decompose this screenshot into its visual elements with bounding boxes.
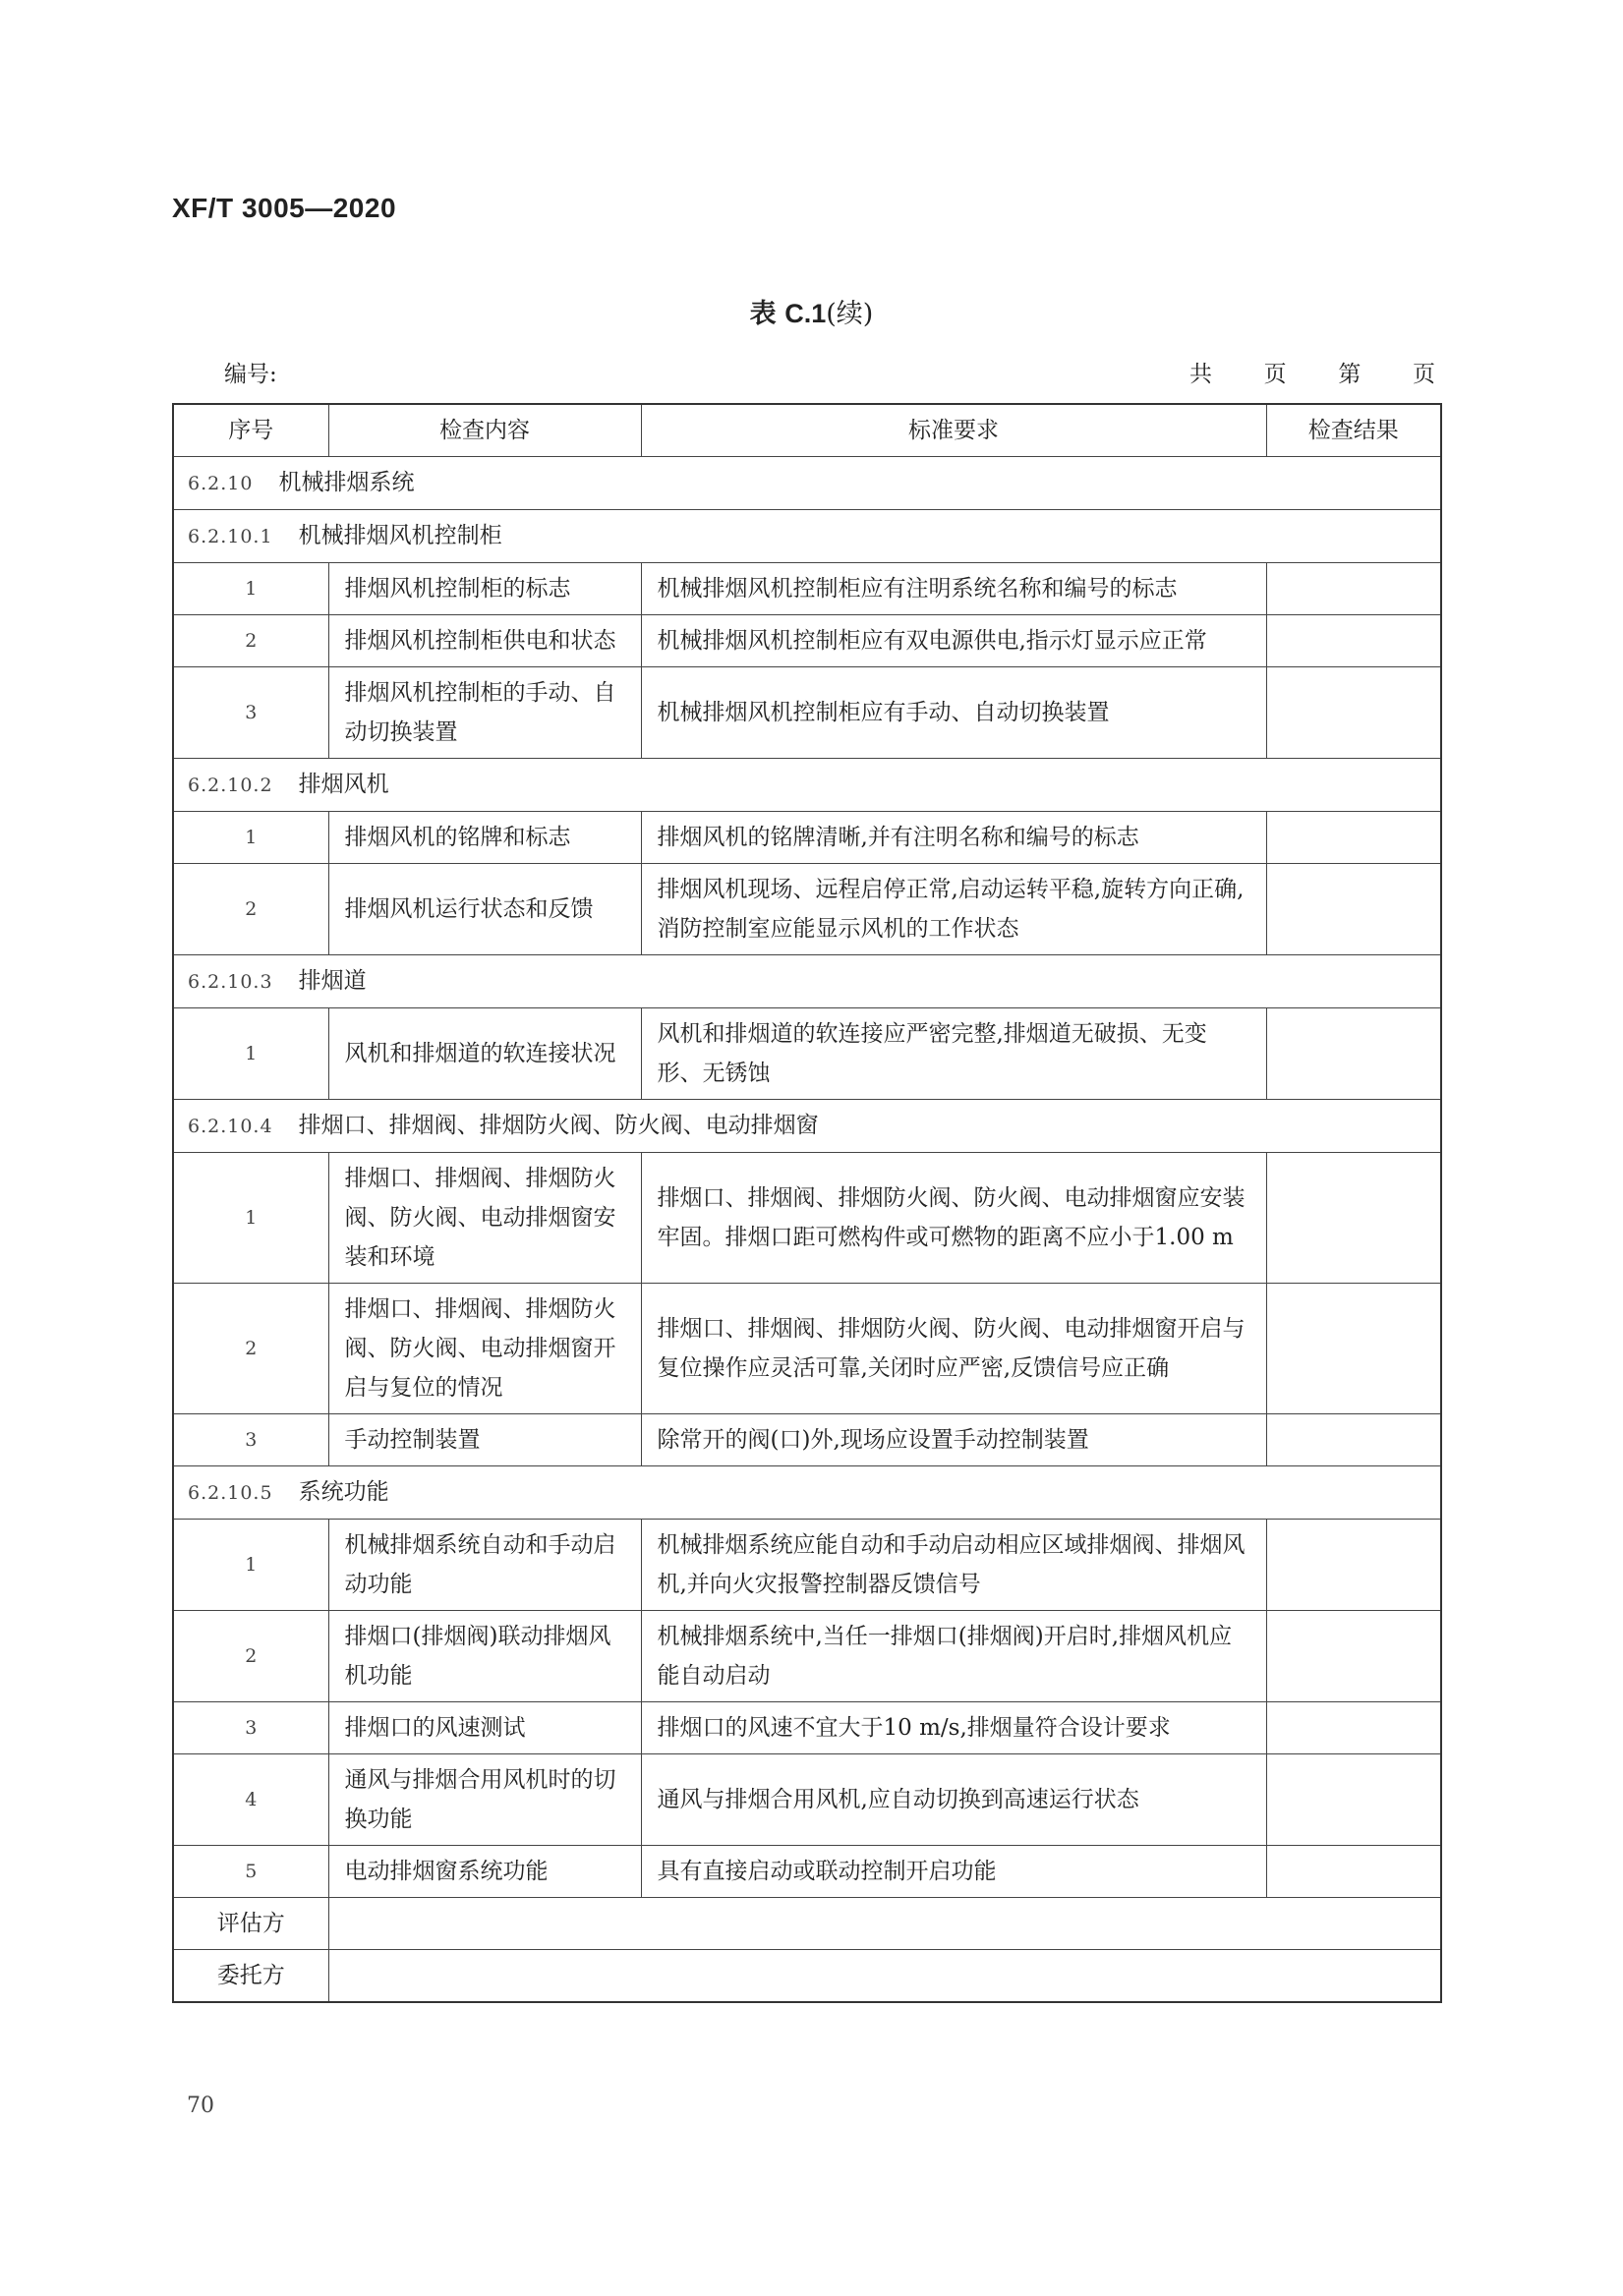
- result-cell[interactable]: [1266, 1702, 1441, 1754]
- check-item: 排烟口(排烟阀)联动排烟风机功能: [328, 1611, 641, 1702]
- result-cell[interactable]: [1266, 563, 1441, 615]
- requirement: 具有直接启动或联动控制开启功能: [641, 1846, 1266, 1898]
- result-cell[interactable]: [1266, 1520, 1441, 1611]
- table-row: [173, 1611, 1441, 1702]
- requirement: 排烟口、排烟阀、排烟防火阀、防火阀、电动排烟窗开启与复位操作应灵活可靠,关闭时应严密,反馈信号应正确: [641, 1284, 1266, 1414]
- assessor-signature-cell[interactable]: [328, 1898, 1441, 1950]
- serial-number-label: 编号:: [224, 362, 277, 387]
- row-number: 1: [173, 1520, 328, 1611]
- client-label: 委托方: [173, 1950, 328, 2003]
- requirement: 机械排烟系统中,当任一排烟口(排烟阀)开启时,排烟风机应能自动启动: [641, 1611, 1266, 1702]
- col-header-no: 序号: [173, 404, 328, 457]
- check-item: 排烟口、排烟阀、排烟防火阀、防火阀、电动排烟窗安装和环境: [328, 1153, 641, 1284]
- page-number: 70: [187, 2094, 214, 2118]
- row-number: 3: [173, 667, 328, 759]
- requirement: 排烟口的风速不宜大于10 m/s,排烟量符合设计要求: [641, 1702, 1266, 1754]
- header-row: [173, 404, 1441, 457]
- page-counter: [1189, 356, 1435, 388]
- section-title: 排烟道: [298, 968, 367, 994]
- check-item: 排烟风机控制柜的标志: [328, 563, 641, 615]
- section-title: 机械排烟风机控制柜: [298, 523, 502, 548]
- assessor-label: 评估方: [173, 1898, 328, 1950]
- section-title: 排烟风机: [298, 772, 389, 797]
- section-row: [173, 759, 1441, 812]
- row-number: 1: [173, 1153, 328, 1284]
- section-row: [173, 955, 1441, 1008]
- check-item: 电动排烟窗系统功能: [328, 1846, 641, 1898]
- section-code: 6.2.10.3: [188, 971, 273, 993]
- requirement: 排烟口、排烟阀、排烟防火阀、防火阀、电动排烟窗应安装牢固。排烟口距可燃构件或可燃物的距离不应小于1.00 m: [641, 1153, 1266, 1284]
- section-row: [173, 1100, 1441, 1153]
- requirement: 机械排烟风机控制柜应有双电源供电,指示灯显示应正常: [641, 615, 1266, 667]
- requirement: 排烟风机现场、远程启停正常,启动运转平稳,旋转方向正确,消防控制室应能显示风机的工作状态: [641, 864, 1266, 955]
- table-title-suffix: (续): [826, 299, 874, 329]
- row-number: 1: [173, 1008, 328, 1100]
- requirement: 通风与排烟合用风机,应自动切换到高速运行状态: [641, 1754, 1266, 1846]
- requirement: 除常开的阀(口)外,现场应设置手动控制装置: [641, 1414, 1266, 1466]
- requirement: 机械排烟系统应能自动和手动启动相应区域排烟阀、排烟风机,并向火灾报警控制器反馈信号: [641, 1520, 1266, 1611]
- check-item: 排烟口、排烟阀、排烟防火阀、防火阀、电动排烟窗开启与复位的情况: [328, 1284, 641, 1414]
- current-label: 第: [1338, 362, 1362, 387]
- result-cell[interactable]: [1266, 1008, 1441, 1100]
- result-cell[interactable]: [1266, 1284, 1441, 1414]
- section-code: 6.2.10.5: [188, 1482, 273, 1504]
- check-item: 排烟风机运行状态和反馈: [328, 864, 641, 955]
- section-row: [173, 457, 1441, 510]
- requirement: 风机和排烟道的软连接应严密完整,排烟道无破损、无变形、无锈蚀: [641, 1008, 1266, 1100]
- table-row: [173, 1153, 1441, 1284]
- table-row: [173, 1702, 1441, 1754]
- table-row: [173, 1754, 1441, 1846]
- row-number: 2: [173, 1284, 328, 1414]
- check-item: 排烟风机控制柜的手动、自动切换装置: [328, 667, 641, 759]
- col-header-requirement: 标准要求: [641, 404, 1266, 457]
- requirement: 机械排烟风机控制柜应有手动、自动切换装置: [641, 667, 1266, 759]
- client-signature-cell[interactable]: [328, 1950, 1441, 2003]
- row-number: 3: [173, 1702, 328, 1754]
- row-number: 2: [173, 615, 328, 667]
- col-header-result: 检查结果: [1266, 404, 1441, 457]
- standard-code: XF/T 3005—2020: [172, 193, 397, 223]
- table-title-name: C.1: [784, 299, 827, 328]
- section-code: 6.2.10.1: [188, 526, 273, 547]
- requirement: 排烟风机的铭牌清晰,并有注明名称和编号的标志: [641, 812, 1266, 864]
- assessor-row: [173, 1898, 1441, 1950]
- result-cell[interactable]: [1266, 1611, 1441, 1702]
- result-cell[interactable]: [1266, 864, 1441, 955]
- col-header-item: 检查内容: [328, 404, 641, 457]
- section-title: 系统功能: [298, 1479, 389, 1505]
- result-cell[interactable]: [1266, 1754, 1441, 1846]
- table-row: [173, 1008, 1441, 1100]
- table-title-prefix: 表: [749, 299, 777, 328]
- page-label-2: 页: [1412, 362, 1435, 387]
- table-row: [173, 1284, 1441, 1414]
- check-item: 通风与排烟合用风机时的切换功能: [328, 1754, 641, 1846]
- row-number: 1: [173, 812, 328, 864]
- row-number: 3: [173, 1414, 328, 1466]
- total-label: 共: [1189, 362, 1212, 387]
- section-title: 机械排烟系统: [278, 470, 415, 495]
- section-code: 6.2.10: [188, 473, 254, 494]
- table-row: [173, 1520, 1441, 1611]
- check-item: 排烟风机控制柜供电和状态: [328, 615, 641, 667]
- row-number: 1: [173, 563, 328, 615]
- section-code: 6.2.10.4: [188, 1116, 273, 1137]
- table-row: [173, 864, 1441, 955]
- table-row: [173, 615, 1441, 667]
- table-row: [173, 1846, 1441, 1898]
- result-cell[interactable]: [1266, 1153, 1441, 1284]
- check-item: 机械排烟系统自动和手动启动功能: [328, 1520, 641, 1611]
- client-row: [173, 1950, 1441, 2003]
- check-item: 排烟口的风速测试: [328, 1702, 641, 1754]
- section-title: 排烟口、排烟阀、排烟防火阀、防火阀、电动排烟窗: [298, 1113, 819, 1138]
- result-cell[interactable]: [1266, 812, 1441, 864]
- result-cell[interactable]: [1266, 615, 1441, 667]
- result-cell[interactable]: [1266, 667, 1441, 759]
- table-row: [173, 812, 1441, 864]
- row-number: 5: [173, 1846, 328, 1898]
- section-row: [173, 510, 1441, 563]
- requirement: 机械排烟风机控制柜应有注明系统名称和编号的标志: [641, 563, 1266, 615]
- row-number: 4: [173, 1754, 328, 1846]
- page-label-1: 页: [1263, 362, 1287, 387]
- inspection-table: [172, 403, 1442, 2003]
- table-row: [173, 667, 1441, 759]
- row-number: 2: [173, 864, 328, 955]
- table-title: [0, 292, 1623, 330]
- table-row: [173, 563, 1441, 615]
- check-item: 手动控制装置: [328, 1414, 641, 1466]
- result-cell[interactable]: [1266, 1414, 1441, 1466]
- check-item: 风机和排烟道的软连接状况: [328, 1008, 641, 1100]
- row-number: 2: [173, 1611, 328, 1702]
- table-row: [173, 1414, 1441, 1466]
- section-row: [173, 1466, 1441, 1520]
- section-code: 6.2.10.2: [188, 775, 273, 796]
- result-cell[interactable]: [1266, 1846, 1441, 1898]
- check-item: 排烟风机的铭牌和标志: [328, 812, 641, 864]
